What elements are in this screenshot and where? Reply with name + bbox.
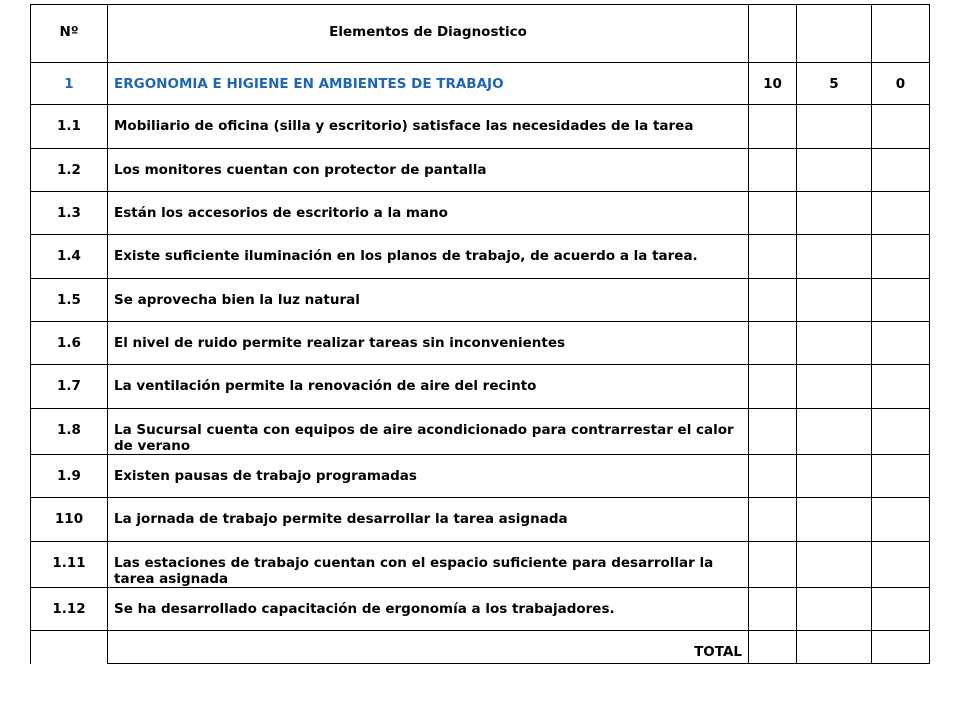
row-number: 1.2 <box>31 149 108 192</box>
section-row <box>31 63 930 105</box>
row-number: 110 <box>31 498 108 542</box>
score-cell-10[interactable] <box>749 192 797 235</box>
row-description: Las estaciones de trabajo cuentan con el espacio suficiente para desarrollar la tarea asignada <box>108 542 749 588</box>
score-cell-10[interactable] <box>749 235 797 279</box>
score-cell-10[interactable] <box>749 279 797 322</box>
score-cell-5[interactable] <box>797 235 872 279</box>
score-cell-0[interactable] <box>872 542 930 588</box>
score-cell-5[interactable] <box>797 542 872 588</box>
score-cell-10[interactable] <box>749 105 797 149</box>
score-cell-10[interactable] <box>749 149 797 192</box>
score-cell-10[interactable] <box>749 542 797 588</box>
score-cell-5[interactable] <box>797 588 872 631</box>
header-blank-cell <box>749 5 797 63</box>
score-cell-0[interactable] <box>872 235 930 279</box>
score-cell-0[interactable] <box>872 365 930 409</box>
row-number: 1.11 <box>31 542 108 588</box>
header-row <box>31 5 930 63</box>
table-row <box>31 279 930 322</box>
row-description: Mobiliario de oficina (silla y escritorio) satisface las necesidades de la tarea <box>108 105 749 149</box>
table-row <box>31 455 930 498</box>
row-number: 1.7 <box>31 365 108 409</box>
total-cell-5[interactable] <box>797 631 872 664</box>
score-cell-5[interactable] <box>797 498 872 542</box>
table-row <box>31 365 930 409</box>
score-cell-5[interactable] <box>797 455 872 498</box>
row-description: La jornada de trabajo permite desarrollar la tarea asignada <box>108 498 749 542</box>
score-cell-5[interactable] <box>797 279 872 322</box>
table-row <box>31 149 930 192</box>
row-description: Existe suficiente iluminación en los planos de trabajo, de acuerdo a la tarea. <box>108 235 749 279</box>
score-cell-10[interactable] <box>749 588 797 631</box>
total-cell-0[interactable] <box>872 631 930 664</box>
row-description: Se aprovecha bien la luz natural <box>108 279 749 322</box>
score-cell-0[interactable] <box>872 498 930 542</box>
score-cell-0[interactable] <box>872 105 930 149</box>
score-cell-10[interactable] <box>749 365 797 409</box>
table-row <box>31 192 930 235</box>
row-number: 1.5 <box>31 279 108 322</box>
row-description: El nivel de ruido permite realizar tareas sin inconvenientes <box>108 322 749 365</box>
score-cell-10[interactable] <box>749 322 797 365</box>
table-row <box>31 498 930 542</box>
score-cell-5[interactable] <box>797 409 872 455</box>
row-number: 1.3 <box>31 192 108 235</box>
score-cell-0[interactable] <box>872 588 930 631</box>
score-header-mid: 5 <box>797 63 872 105</box>
row-number: 1.9 <box>31 455 108 498</box>
row-number: 1.1 <box>31 105 108 149</box>
score-cell-0[interactable] <box>872 322 930 365</box>
table-row <box>31 235 930 279</box>
diagnostic-table <box>30 4 930 664</box>
section-title: ERGONOMIA E HIGIENE EN AMBIENTES DE TRABAJO <box>108 63 749 105</box>
score-cell-0[interactable] <box>872 149 930 192</box>
header-number: Nº <box>31 5 108 63</box>
table-row <box>31 542 930 588</box>
row-number: 1.12 <box>31 588 108 631</box>
score-cell-5[interactable] <box>797 365 872 409</box>
total-label: TOTAL <box>108 631 749 664</box>
score-header-high: 10 <box>749 63 797 105</box>
row-number: 1.4 <box>31 235 108 279</box>
row-description: Los monitores cuentan con protector de pantalla <box>108 149 749 192</box>
score-header-low: 0 <box>872 63 930 105</box>
total-cell-10[interactable] <box>749 631 797 664</box>
row-description: Están los accesorios de escritorio a la mano <box>108 192 749 235</box>
score-cell-5[interactable] <box>797 149 872 192</box>
diagnostic-sheet <box>30 4 930 664</box>
score-cell-0[interactable] <box>872 455 930 498</box>
header-elements: Elementos de Diagnostico <box>108 5 749 63</box>
table-row <box>31 409 930 455</box>
header-blank-cell <box>797 5 872 63</box>
score-cell-10[interactable] <box>749 409 797 455</box>
row-description: La Sucursal cuenta con equipos de aire acondicionado para contrarrestar el calor de verano <box>108 409 749 455</box>
score-cell-0[interactable] <box>872 192 930 235</box>
row-description: Se ha desarrollado capacitación de ergonomía a los trabajadores. <box>108 588 749 631</box>
score-cell-5[interactable] <box>797 192 872 235</box>
table-row <box>31 588 930 631</box>
score-cell-5[interactable] <box>797 322 872 365</box>
table-row <box>31 105 930 149</box>
score-cell-0[interactable] <box>872 409 930 455</box>
total-blank-cell <box>31 631 108 664</box>
row-description: Existen pausas de trabajo programadas <box>108 455 749 498</box>
table-row <box>31 322 930 365</box>
score-cell-0[interactable] <box>872 279 930 322</box>
row-number: 1.6 <box>31 322 108 365</box>
total-row <box>31 631 930 664</box>
score-cell-5[interactable] <box>797 105 872 149</box>
row-description: La ventilación permite la renovación de aire del recinto <box>108 365 749 409</box>
score-cell-10[interactable] <box>749 455 797 498</box>
score-cell-10[interactable] <box>749 498 797 542</box>
row-number: 1.8 <box>31 409 108 455</box>
header-blank-cell <box>872 5 930 63</box>
section-number: 1 <box>31 63 108 105</box>
